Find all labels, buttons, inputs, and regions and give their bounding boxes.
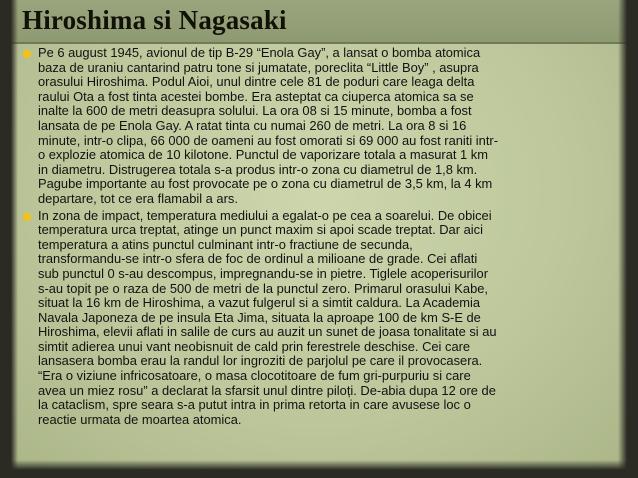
bullet-text: In zona de impact, temperatura mediului a egalat-o pe cea a soarelui. De obicei temperatura urca treptat, atinge un punct maxim si apoi scade treptat. Dar aici temperatura a atins punctul culminant intr-o fractiune de secunda, transformandu-se intr-o sfera de foc de ordinul a milioane de grade. Cei aflati sub punctul 0 s-au descompus, impregnandu-se in pietre. Tiglele acoperisurilor s-au topit pe o raza de 500 de metri de la punctul zero. Primarul orasului Kabe, situat la 16 km de Hiroshima, a vazut fulgerul si a simtit caldura. La Academia Navala Japoneza de pe insula Eta Jima, situata la aproape 100 de km S-E de Hiroshima, elevii aflati in salile de curs au auzit un sunet de joasa tonalitate si au simtit adierea unui vant neobisnuit de cald prin ferestrele deschise. Cei care lansasera bomba erau la randul lor ingroziti de parjolul pe care il provocasera. “Era o viziune infricosatoare, o masa clocotitoare de fum gri-purpuriu si care avea un miez rosu” a declarat la sfarsit unul dintre piloți. De-abia dupa 12 ore de la cataclism, spre seara s-a putut intra in prima retorta in care avusese loc o reactie urmata de moartea atomica. (38, 207, 497, 427)
bullet-marker-icon (22, 49, 32, 59)
slide-title: Hiroshima si Nagasaki (22, 5, 287, 35)
bullet-item (20, 46, 618, 207)
bullet-marker-icon (22, 212, 32, 222)
bottom-frame-edge (0, 460, 638, 478)
right-frame-edge (618, 0, 638, 478)
slide-content (20, 46, 618, 427)
left-frame-edge (0, 0, 18, 478)
bullet-text: Pe 6 august 1945, avionul de tip B-29 “Enola Gay”, a lansat o bomba atomica baza de uraniu cantarind patru tone si jumatate, poreclita “Little Boy” , asupra orasului Hiroshima. Podul Aioi, unul dintre cele 81 de poduri care leaga delta raului Ota a fost tinta acestei bombe. Era asteptat ca ciuperca atomica sa se inalte la 600 de metri deasupra solului. La ora 08 si 15 minute, bomba a fost lansata de pe Enola Gay. A ratat tinta cu numai 260 de metri. La ora 8 si 16 minute, intr-o clipa, 66 000 de oameni au fost omorati si 69 000 au fost raniti intr- o explozie atomica de 10 kilotone. Punctul de vaporizare totala a masurat 1 km in diametru. Distrugerea totala s-a produs intr-o zona cu diametrul de 1,8 km. Pagube importante au fost provocate pe o zona cu diametrul de 3,5 km, la 4 km departare, tot ce era flamabil a ars. (38, 45, 499, 206)
bullet-item (20, 209, 618, 428)
title-bar (0, 0, 638, 44)
